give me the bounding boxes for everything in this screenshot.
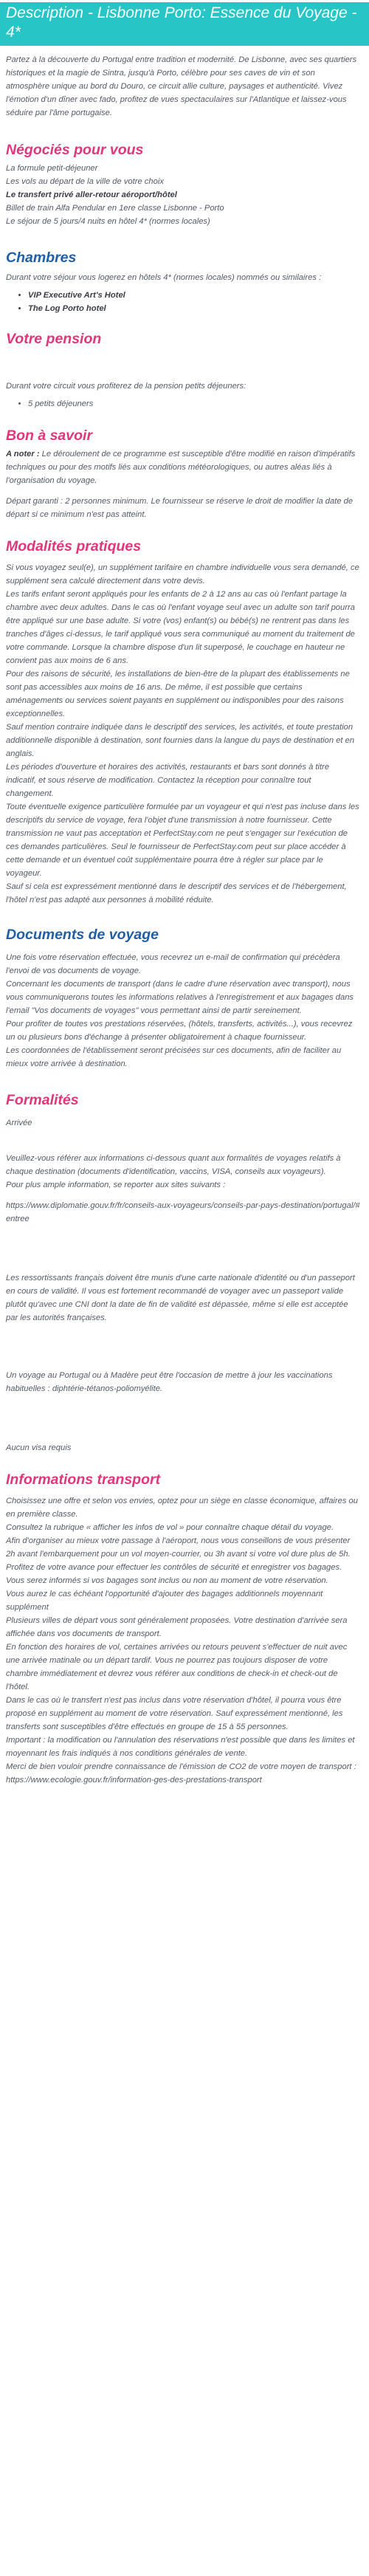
intro-text: Partez à la découverte du Portugal entre tradition et modernité. De Lisbonne, avec ses quartiers historiques et la magie de Sintra, jusqu'à Porto, célèbre pour ses caves de vin et son atmosphère unique au bord du Douro, ce circuit allie culture, paysages et authenticité. Vivez l'émotion d'un dîner avec fado, profitez de vues spectaculaires sur l'Atlantique et laissez-vous séduire par l'âme portugaise. <box>6 55 357 117</box>
pension-item: • 5 petits déjeuners <box>28 397 360 411</box>
negocies-item: Billet de train Alfa Pendular en 1ere classe Lisbonne - Porto <box>6 204 224 213</box>
negocies-item: Le transfert privé aller-retour aéroport/hôtel <box>6 190 177 199</box>
transport-paragraph: Vous serez informés si vos bagages sont inclus ou non au moment de votre réservation. <box>6 1576 328 1585</box>
formalites-identity: Les ressortissants français doivent être munis d'une carte nationale d'identité ou d'un passeport en cours de validité. Il vous est fortement recommandé de voyager avec un passeport valide plutôt qu'avec une CNI dont la date de fin de validité est dépassée, même si elle est acceptée par les autorités françaises. <box>6 1274 355 1322</box>
documents-paragraph: Pour profiter de toutes vos prestations réservées, (hôtels, transferts, activités...), vous recevrez un ou plusieurs bons d'échange à présenter obligatoirement à chaque fournisseur. <box>6 1020 353 1042</box>
pension-heading: Votre pension <box>6 331 102 347</box>
transport-body <box>6 1494 360 1787</box>
formalites-vaccins: Un voyage au Portugal ou à Madère peut être l'occasion de mettre à jour les vaccinations habituelles : diphtérie-tétanos-poliomyélite. <box>6 1371 333 1393</box>
transport-paragraph: Vous aurez le cas échéant l'opportunité d'ajouter des bagages additionnels moyennant supplément <box>6 1590 323 1612</box>
formalites-visa: Aucun visa requis <box>6 1443 72 1452</box>
transport-paragraph: Afin d'organiser au mieux votre passage à l'aéroport, nous vous conseillons de vous présenter 2h avant l'embarquement pour un vol moyen-courrier, ou 3h avant si votre vol dure plus de 5h. Profitez de votre avance pour effectuer les contrôles de sécurité et enregistrer vos bagages. <box>6 1536 351 1572</box>
hotel-list <box>6 289 360 315</box>
documents-heading: Documents de voyage <box>6 927 159 943</box>
negocies-heading: Négociés pour vous <box>6 142 144 158</box>
hotel-item: • The Log Porto hotel <box>28 302 360 315</box>
formalites-arrivee: Arrivée <box>6 1119 32 1127</box>
pension-list <box>6 397 360 411</box>
formalites-intro: Veuillez-vous référer aux informations ci-dessous quant aux formalités de voyages relatifs à chaque destination (documents d'identification, vaccins, VISA, conseils aux voyageurs). <box>6 1154 341 1176</box>
modalites-paragraph: Pour des raisons de sécurité, les installations de bien-être de la plupart des établissements ne sont pas accessibles aux moins de 16 ans. De même, il est possible que certains aménagements ou services soient payants en supplément ou indisponibles pour des raisons exceptionnelles. <box>6 670 350 718</box>
note-text: Le déroulement de ce programme est susceptible d'être modifié en raison d'impératifs techniques ou pour des motifs liés aux conditions météorologiques, ou autres aléas liés à l'organisation du voyage. <box>6 450 356 485</box>
transport-paragraph: En fonction des horaires de vol, certaines arrivées ou retours peuvent s'effectuer de nuit avec une arrivée matinale ou un départ tardif. Vous ne pourrez pas toujours disposer de votre chambre immédiatement et devrez vous référer aux conditions de check-in et check-out de l'hôtel. <box>6 1643 348 1691</box>
formalites-heading: Formalités <box>6 1092 79 1108</box>
transport-paragraph: Dans le cas où le transfert n'est pas inclus dans votre réservation d'hôtel, il pourra vous être proposé en supplément au moment de votre réservation. Sauf expressément mentionné, les transferts sont susceptibles d'être effectués en groupe de 15 à 55 personnes. <box>6 1696 343 1731</box>
negocies-item: Les vols au départ de la ville de votre choix <box>6 177 164 186</box>
negocies-item: Le séjour de 5 jours/4 nuits en hôtel 4* (normes locales) <box>6 217 210 226</box>
hotel-item: • VIP Executive Art's Hotel <box>28 289 360 302</box>
page-title: Description - Lisbonne Porto: Essence du Voyage - 4* <box>0 2 369 46</box>
modalites-body <box>6 561 360 907</box>
transport-heading: Informations transport <box>6 1471 161 1488</box>
transport-paragraph: Important : la modification ou l'annulation des réservations n'est possible que dans les limites et moyennant les frais indiqués à nos conditions générales de vente. <box>6 1736 355 1758</box>
chambres-heading: Chambres <box>6 250 77 266</box>
documents-body <box>6 951 360 1071</box>
transport-paragraph: Plusieurs villes de départ vous sont généralement proposées. Votre destination d'arrivée sera affichée dans vos documents de transport. <box>6 1616 348 1638</box>
chambres-text: Durant votre séjour vous logerez en hôtels 4* (normes locales) nommés ou similaires : <box>6 273 322 282</box>
documents-paragraph: Une fois votre réservation effectuée, vous recevrez un e-mail de confirmation qui précèdera l'envoi de vos documents de voyage. <box>6 953 340 975</box>
modalites-paragraph: Sauf si cela est expressément mentionné dans le descriptif des services et de l'hébergement, l'hôtel n'est pas adapté aux personnes à mobilité réduite. <box>6 882 347 904</box>
modalites-paragraph: Toute éventuelle exigence particulière formulée par un voyageur et qui n'est pas incluse dans les descriptifs du service de voyage, fera l'objet d'une transmission à notre fournisseur. Cette transmission ne vaut pas acceptation et PerfectStay.com ne peut s'engager sur l'exécution de ces demandes particulières. Seul le fournisseur de PerfectStay.com peut sur place accéder à cette demande et un éventuel coût supplémentaire pourra être à régler sur place par le voyageur. <box>6 803 359 878</box>
transport-paragraph: Choisissez une offre et selon vos envies, optez pour un siège en classe économique, affaires ou en première classe. <box>6 1497 358 1519</box>
bon-note <box>6 447 360 487</box>
formalites-sites: Pour plus ample information, se reporter aux sites suivants : <box>6 1181 226 1189</box>
bon-depart: Départ garanti : 2 personnes minimum. Le fournisseur se réserve le droit de modifier la date de départ si ce minimum n'est pas atteint. <box>6 497 354 519</box>
pension-text: Durant votre circuit vous profiterez de la pension petits déjeuners: <box>6 382 246 391</box>
modalites-paragraph: Les périodes d'ouverture et horaires des activités, restaurants et bars sont donnés à titre indicatif, et sous réserve de modification. Contactez la réception pour connaître tout changement. <box>6 763 330 798</box>
modalites-heading: Modalités pratiques <box>6 538 142 554</box>
bon-heading: Bon à savoir <box>6 427 93 444</box>
transport-paragraph: Merci de bien vouloir prendre connaissance de l'émission de CO2 de votre moyen de transport : https://www.ecologie.gouv.fr/information-ges-des-prestations-transport <box>6 1762 356 1785</box>
formalites-url[interactable]: https://www.diplomatie.gouv.fr/fr/conseils-aux-voyageurs/conseils-par-pays-destination/portugal/#entree <box>6 1201 360 1223</box>
documents-paragraph: Les coordonnées de l'établissement seront précisées sur ces documents, afin de faciliter au mieux votre arrivée à destination. <box>6 1046 342 1068</box>
note-label: A noter : <box>6 450 40 458</box>
documents-paragraph: Concernant les documents de transport (dans le cadre d'une réservation avec transport), nous vous communiquerons toutes les informations relatives à l'enregistrement et aux bagages dans l'email "Vos documents de voyages" vous permettant ainsi de partir sereinement. <box>6 980 354 1015</box>
modalites-paragraph: Sauf mention contraire indiquée dans le descriptif des services, les activités, et toute prestation additionnelle disponible à destination, sont fournies dans la langue du pays de destination et en anglais. <box>6 723 355 758</box>
transport-paragraph: Consultez la rubrique « afficher les infos de vol » pour connaître chaque détail du voyage. <box>6 1523 334 1532</box>
modalites-paragraph: Les tarifs enfant seront appliqués pour les enfants de 2 à 12 ans au cas où l'enfant partage la chambre avec deux adultes. Dans le cas où l'enfant voyage seul avec un adulte son tarif pourra être appliqué sur une base adulte. Si votre (vos) enfant(s) ou bébé(s) ne rentrent pas dans les tranches d'âges ci-dessus, le tarif appliqué vous sera communiqué au moment du traitement de votre commande. Lorsque la chambre dispose d'un lit superposé, le couchage en hauteur ne convient pas aux moins de 6 ans. <box>6 590 355 665</box>
modalites-paragraph: Si vous voyagez seul(e), un supplément tarifaire en chambre individuelle vous sera demandé, ce supplément sera calculé directement dans votre devis. <box>6 563 359 585</box>
negocies-item: La formule petit-déjeuner <box>6 164 98 173</box>
negocies-list <box>6 162 360 228</box>
